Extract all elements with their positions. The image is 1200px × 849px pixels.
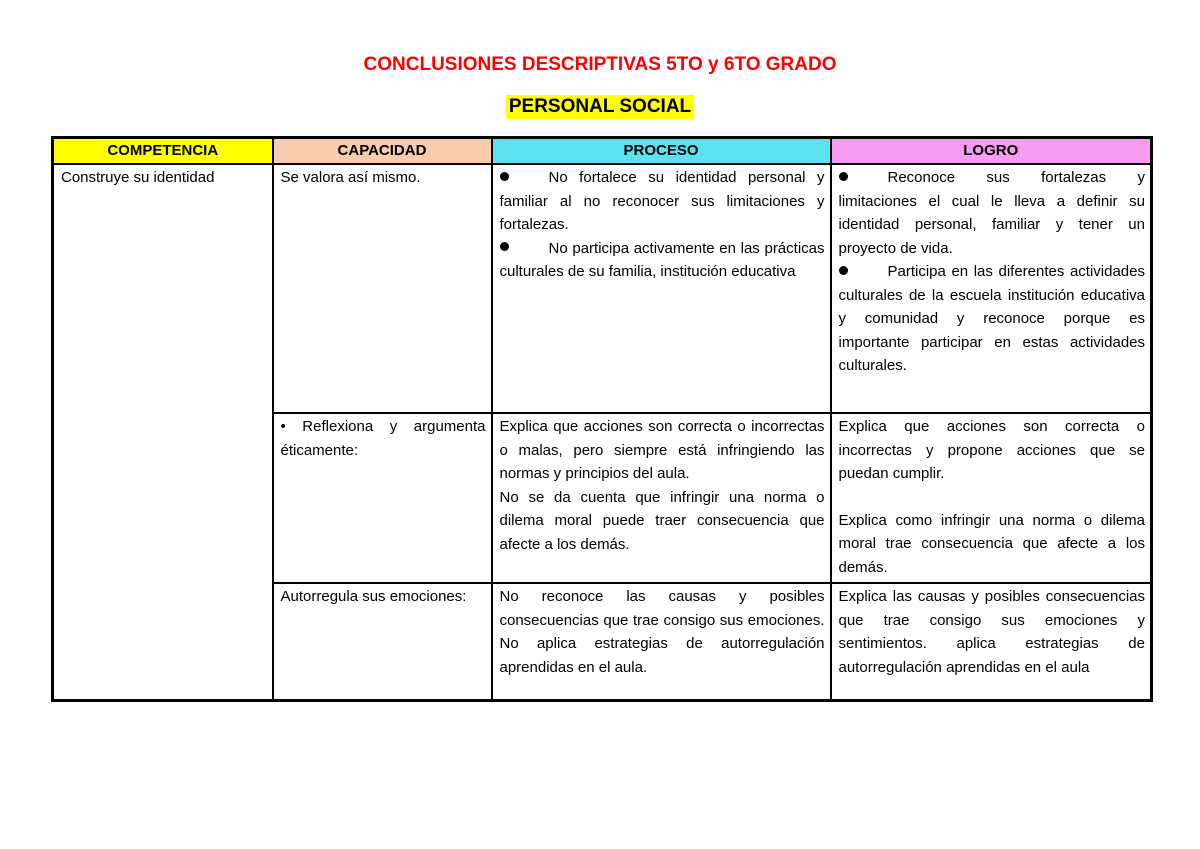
logro-bullet-item [839,260,1146,378]
capacidad-text: • Reflexiona y argumenta éticamente: [280,418,486,459]
logro-bullet-item [839,166,1146,260]
bullet-icon [500,172,509,181]
capacidad-cell [273,164,492,413]
competencia-text: Construye su identidad [61,169,215,186]
proceso-text: No se da cuenta que infringir una norma o dilema moral puede traer consecuencia que afecte a los demás. [499,488,825,553]
proceso-text: Explica que acciones son correcta o incorrectas o malas, pero siempre está infringiendo las normas y principios del aula. [499,418,825,482]
logro-text: Explica que acciones son correcta o incorrectas y propone acciones que se puedan cumplir. [838,418,1145,482]
header-logro: LOGRO [831,138,1152,165]
bullet-icon [500,242,509,251]
subtitle-wrap [0,95,1200,119]
proceso-text: No fortalece su identidad personal y familiar al no reconocer sus limitaciones y fortalezas. [499,169,825,233]
capacidad-text: Se valora así mismo. [280,169,421,186]
logro-cell [831,413,1152,583]
document-subtitle: PERSONAL SOCIAL [506,95,694,119]
capacidad-text: Autorregula sus emociones: [280,588,467,605]
table-row [53,164,1152,413]
logro-text: Explica como infringir una norma o dilema moral trae consecuencia que afecte a los demás. [838,511,1145,576]
proceso-bullet-item [500,166,825,237]
table-header-row [53,138,1152,165]
logro-text: Participa en las diferentes actividades culturales de la escuela institución educativa y comunidad y reconoce porque es importante participar en estas actividades culturales. [838,263,1145,374]
logro-cell [831,583,1152,700]
logro-cell [831,164,1152,413]
proceso-bullet-item [500,237,825,284]
competencia-cell [53,164,273,700]
proceso-cell [492,164,831,413]
header-proceso: PROCESO [492,138,831,165]
header-capacidad: CAPACIDAD [273,138,492,165]
header-competencia: COMPETENCIA [53,138,273,165]
logro-text: Explica las causas y posibles consecuencias que trae consigo sus emociones y sentimientos. aplica estrategias de autorregulación aprendidas en el aula [838,588,1145,676]
capacidad-cell [273,413,492,583]
bullet-icon [839,172,848,181]
proceso-text: No reconoce las causas y posibles consecuencias que trae consigo sus emociones. No aplica estrategias de autorregulación aprendidas en el aula. [499,588,825,676]
logro-text: Reconoce sus fortalezas y limitaciones el cual le lleva a definir su identidad personal, familiar y tener un proyecto de vida. [838,169,1145,257]
competency-table [51,136,1153,702]
document-title: CONCLUSIONES DESCRIPTIVAS 5TO y 6TO GRADO [363,54,837,75]
capacidad-cell [273,583,492,700]
proceso-text: No participa activamente en las prácticas culturales de su familia, institución educativa [499,239,825,280]
proceso-cell [492,413,831,583]
spacer [839,486,1146,509]
proceso-cell [492,583,831,700]
bullet-icon [839,266,848,275]
